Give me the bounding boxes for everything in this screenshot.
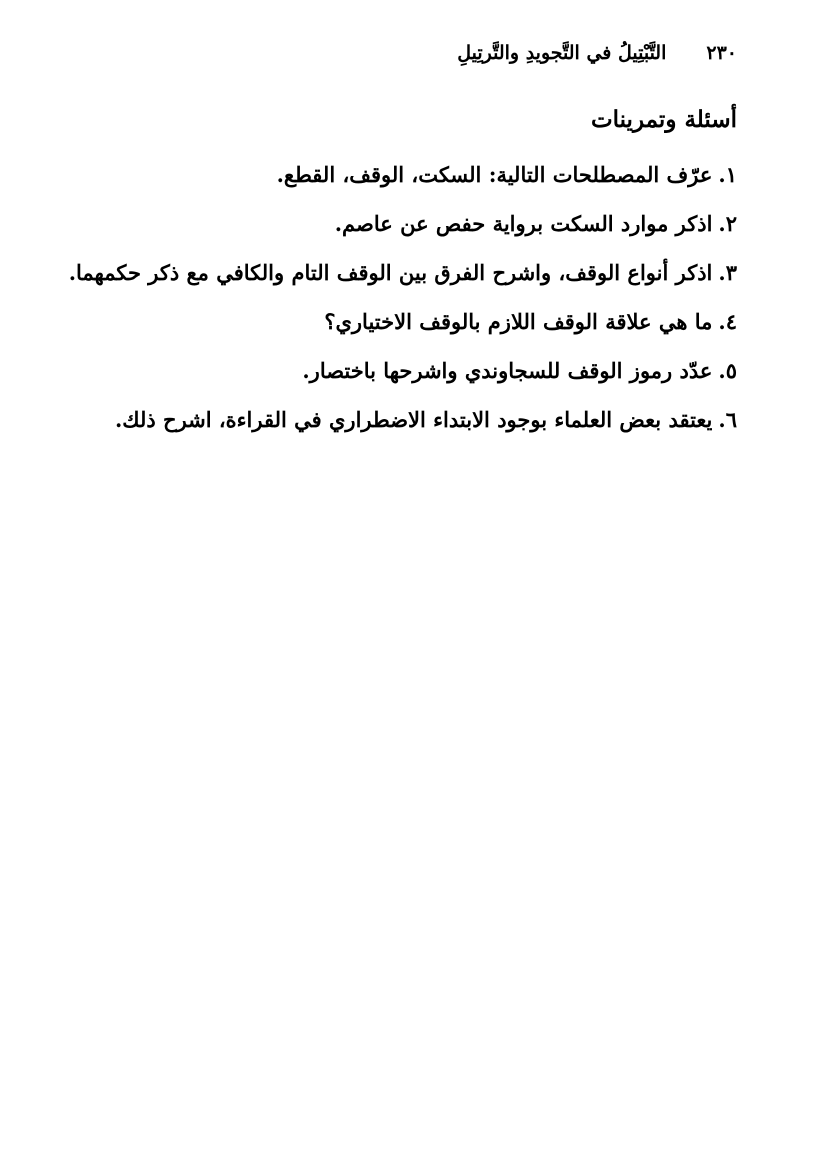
question-item [60, 346, 737, 395]
running-header [98, 36, 737, 70]
question-text: يعتقد بعض العلماء بوجود الابتداء الاضطراري في القراءة، اشرح ذلك. [114, 407, 713, 432]
question-text: عدّد رموز الوقف للسجاوندي واشرحها باختصار. [302, 358, 713, 383]
book-title: التَّبْتِيلُ في التَّجويدِ والتَّرتِيلِ [457, 42, 667, 64]
question-item [60, 395, 737, 444]
page-number: ٢٣٠ [706, 42, 737, 64]
question-number: ١. [718, 162, 737, 187]
question-item [60, 150, 737, 199]
question-number: ٣. [718, 260, 737, 285]
question-number: ٥. [718, 358, 737, 383]
question-text: اذكر موارد السكت برواية حفص عن عاصم. [334, 211, 713, 236]
questions-list [60, 150, 737, 444]
question-number: ٤. [718, 309, 737, 334]
question-text: اذكر أنواع الوقف، واشرح الفرق بين الوقف التام والكافي مع ذكر حكمهما. [68, 260, 713, 285]
question-item [60, 248, 737, 297]
question-text: ما هي علاقة الوقف اللازم بالوقف الاختياري؟ [324, 309, 713, 334]
section-title: أسئلة وتمرينات [590, 106, 737, 133]
question-text: عرّف المصطلحات التالية: السكت، الوقف، القطع. [276, 162, 713, 187]
question-number: ٦. [718, 407, 737, 432]
question-item [60, 297, 737, 346]
question-item [60, 199, 737, 248]
question-number: ٢. [718, 211, 737, 236]
